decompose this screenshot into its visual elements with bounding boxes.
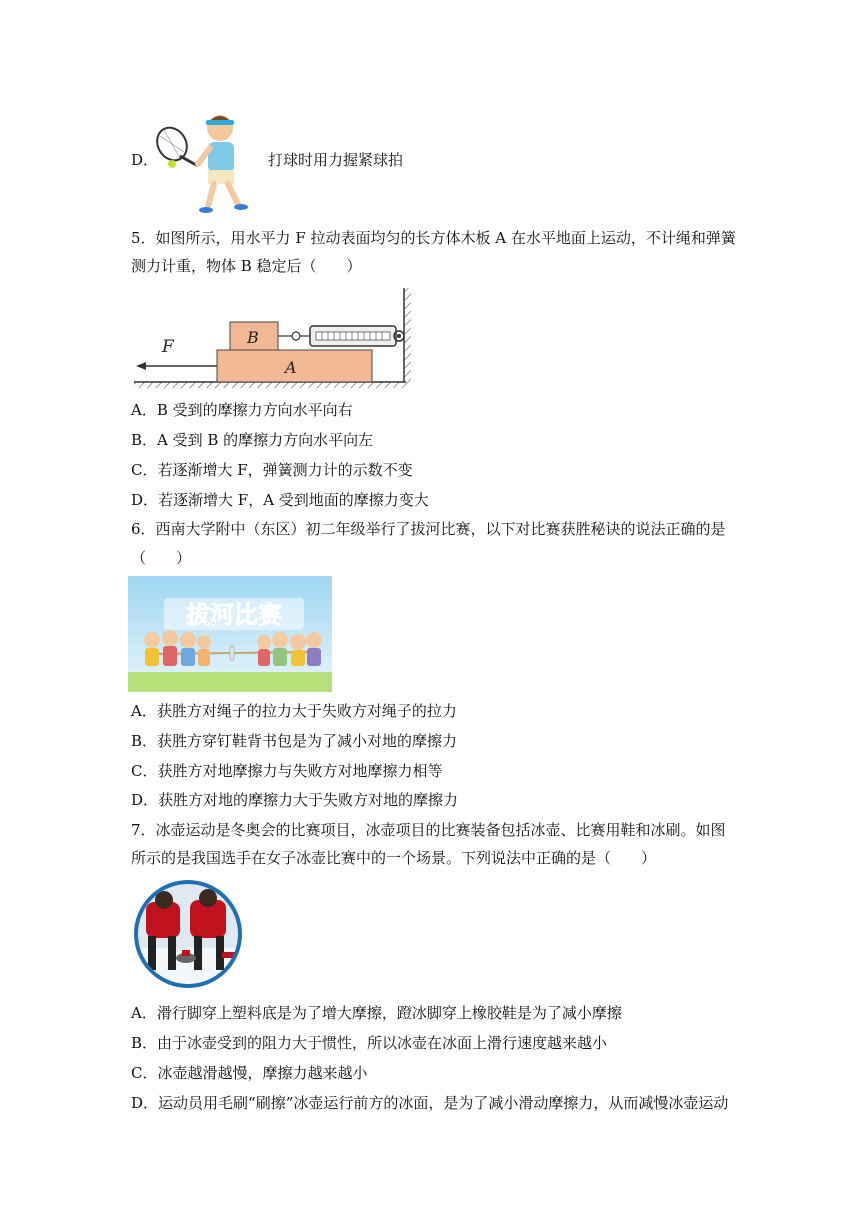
q5-friction-diagram xyxy=(130,286,415,390)
tennis-player-image xyxy=(150,104,250,216)
q5-stem-line2: 测力计重，物体 B 稳定后（ ） xyxy=(131,257,362,275)
q7-option-d: D．运动员用毛刷“刷擦”冰壶运行前方的冰面，是为了减小滑动摩擦力，从而减慢冰壶运动 xyxy=(131,1094,729,1112)
label-a: A xyxy=(285,358,297,377)
q5-stem-line1: 5．如图所示，用水平力 F 拉动表面均匀的长方体木板 A 在水平地面上运动，不计绳和弹簧 xyxy=(131,229,736,247)
curling-image xyxy=(132,878,248,990)
q6-option-d: D．获胜方对地的摩擦力大于失败方对地的摩擦力 xyxy=(131,791,459,809)
label-f: F xyxy=(162,337,174,357)
q7-stem-line1: 7．冰壶运动是冬奥会的比赛项目，冰壶项目的比赛装备包括冰壶、比赛用鞋和冰刷。如图 xyxy=(131,821,726,839)
q7-option-a: A．滑行脚穿上塑料底是为了增大摩擦，蹬冰脚穿上橡胶鞋是为了减小摩擦 xyxy=(131,1004,622,1022)
q4-option-d-label: D． xyxy=(131,151,159,169)
banner-title: 拔河比赛 xyxy=(186,601,282,629)
q6-stem-line2: （ ） xyxy=(131,549,192,567)
q5-option-d: D．若逐渐增大 F，A 受到地面的摩擦力变大 xyxy=(131,491,429,509)
q6-option-a: A．获胜方对绳子的拉力大于失败方对绳子的拉力 xyxy=(131,702,457,720)
q6-option-c: C．获胜方对地摩擦力与失败方对地摩擦力相等 xyxy=(131,762,443,780)
q4-option-d-text: 打球时用力握紧球拍 xyxy=(268,151,404,169)
q6-stem-line1: 6．西南大学附中（东区）初二年级举行了拔河比赛，以下对比赛获胜秘诀的说法正确的是 xyxy=(131,520,726,538)
q5-option-c: C．若逐渐增大 F，弹簧测力计的示数不变 xyxy=(131,461,413,479)
q6-option-b: B．获胜方穿钉鞋背书包是为了减小对地的摩擦力 xyxy=(131,732,458,750)
q5-option-a: A．B 受到的摩擦力方向水平向右 xyxy=(131,401,353,419)
q7-stem-line2: 所示的是我国选手在女子冰壶比赛中的一个场景。下列说法中正确的是（ ） xyxy=(131,849,657,867)
q7-option-c: C．冰壶越滑越慢，摩擦力越来越小 xyxy=(131,1064,368,1082)
tug-of-war-image xyxy=(128,576,332,692)
q5-option-b: B．A 受到 B 的摩擦力方向水平向左 xyxy=(131,431,374,449)
label-b: B xyxy=(247,328,259,347)
q7-option-b: B．由于冰壶受到的阻力大于惯性，所以冰壶在冰面上滑行速度越来越小 xyxy=(131,1034,608,1052)
